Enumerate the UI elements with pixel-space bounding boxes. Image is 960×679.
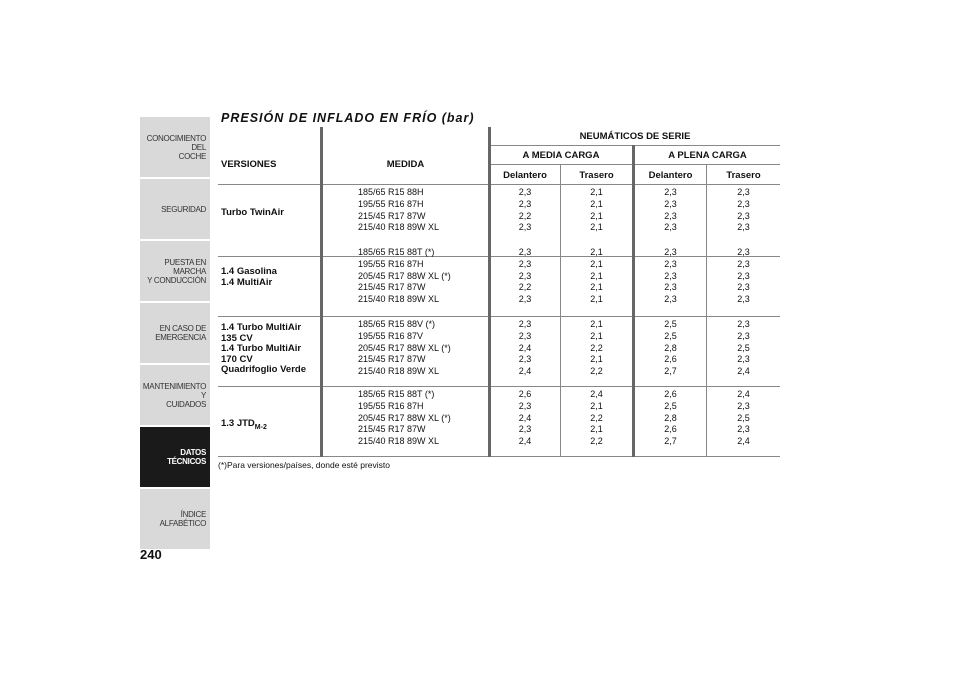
value-cell: 2,3 2,3 2,3 2,3 — [664, 187, 677, 233]
medida-cell: 185/65 R15 88T (*) 195/55 R16 87H 205/45 R17 88W XL (*) 215/45 R17 87W 215/40 R18 89W XL — [358, 247, 451, 305]
tab-label: EMERGENCIA — [155, 333, 206, 342]
tab-puesta-en-marcha[interactable] — [140, 241, 210, 301]
value-cell: 2,6 2,3 2,4 2,3 2,4 — [518, 389, 532, 447]
tab-mantenimiento[interactable] — [140, 365, 210, 425]
value-cell: 2,5 2,5 2,8 2,6 2,7 — [664, 319, 677, 377]
value-cell: 2,3 2,3 2,3 2,3 — [737, 187, 750, 233]
page-title: PRESIÓN DE INFLADO EN FRÍO (bar) — [221, 111, 475, 125]
value-cell: 2,1 2,1 2,1 2,1 2,1 — [590, 247, 603, 305]
divider — [490, 164, 780, 165]
version-text: 1.3 JTD — [221, 418, 255, 429]
header-neumaticos-de-serie: NEUMÁTICOS DE SERIE — [579, 131, 691, 142]
version-cell: 1.4 Turbo MultiAir 135 CV 1.4 Turbo MultiAir 170 CV Quadrifoglio Verde — [221, 322, 306, 375]
medida-cell: 185/65 R15 88H 195/55 R16 87H 215/45 R17 87W 215/40 R18 89W XL — [358, 187, 440, 233]
tab-label: CUIDADOS — [166, 399, 206, 409]
value-cell: 2,3 2,3 2,3 2,3 2,3 — [737, 247, 750, 305]
value-cell: 2,3 2,3 2,2 2,3 — [518, 187, 532, 233]
value-cell: 2,3 2,3 2,3 2,3 2,3 — [664, 247, 677, 305]
value-cell: 2,3 2,3 2,3 2,2 2,3 — [518, 247, 532, 305]
divider — [490, 145, 780, 146]
header-delantero: Delantero — [648, 170, 693, 181]
tab-label: SEGURIDAD — [161, 204, 206, 214]
value-cell: 2,1 2,1 2,2 2,1 2,2 — [590, 319, 603, 377]
page-number: 240 — [140, 547, 162, 562]
header-medida: MEDIDA — [386, 159, 425, 170]
version-cell: 1.4 Gasolina 1.4 MultiAir — [221, 266, 277, 288]
version-subscript: M-2 — [254, 423, 267, 431]
tab-label: DATOS TÉCNICOS — [167, 448, 206, 466]
tab-label: ÍNDICE ALFABÉTICO — [159, 510, 206, 528]
header-media-carga: A MEDIA CARGA — [522, 150, 600, 161]
header-plena-carga: A PLENA CARGA — [668, 150, 747, 161]
tab-conocimiento-del-coche[interactable] — [140, 117, 210, 177]
tab-indice-alfabetico[interactable] — [140, 489, 210, 549]
tab-seguridad[interactable] — [140, 179, 210, 239]
value-cell: 2,3 2,3 2,4 2,3 2,4 — [518, 319, 532, 377]
tab-en-caso-de-emergencia[interactable] — [140, 303, 210, 363]
header-versiones: VERSIONES — [221, 159, 277, 170]
header-trasero: Trasero — [579, 170, 614, 181]
value-cell: 2,6 2,5 2,8 2,6 2,7 — [664, 389, 677, 447]
value-cell: 2,4 2,3 2,5 2,3 2,4 — [737, 389, 750, 447]
tab-label: EN CASO DE — [159, 324, 206, 333]
tab-label: PUESTA EN MARCHA — [164, 257, 206, 276]
tab-label: MANTENIMIENTO Y — [142, 381, 206, 400]
version-cell: Turbo TwinAir — [221, 207, 284, 218]
tab-label: Y CONDUCCIÓN — [147, 275, 206, 285]
divider — [218, 386, 780, 387]
tab-label: CONOCIMIENTO DEL — [146, 133, 206, 152]
divider — [218, 316, 780, 317]
footnote: (*)Para versiones/países, donde esté previsto — [218, 460, 390, 470]
tire-pressure-table — [218, 127, 780, 457]
header-trasero: Trasero — [726, 170, 761, 181]
tab-datos-tecnicos[interactable] — [140, 427, 210, 487]
divider — [218, 184, 780, 185]
value-cell: 2,3 2,3 2,5 2,3 2,4 — [737, 319, 750, 377]
medida-cell: 185/65 R15 88T (*) 195/55 R16 87H 205/45 R17 88W XL (*) 215/45 R17 87W 215/40 R18 89W XL — [358, 389, 451, 447]
value-cell: 2,4 2,1 2,2 2,1 2,2 — [590, 389, 603, 447]
divider — [320, 127, 323, 457]
medida-cell: 185/65 R15 88V (*) 195/55 R16 87V 205/45 R17 88W XL (*) 215/45 R17 87W 215/40 R18 89W XL — [358, 319, 451, 377]
tab-label: COCHE — [178, 151, 206, 161]
value-cell: 2,1 2,1 2,1 2,1 — [590, 187, 603, 233]
header-delantero: Delantero — [503, 170, 547, 181]
divider — [218, 456, 780, 457]
version-cell — [221, 419, 267, 433]
